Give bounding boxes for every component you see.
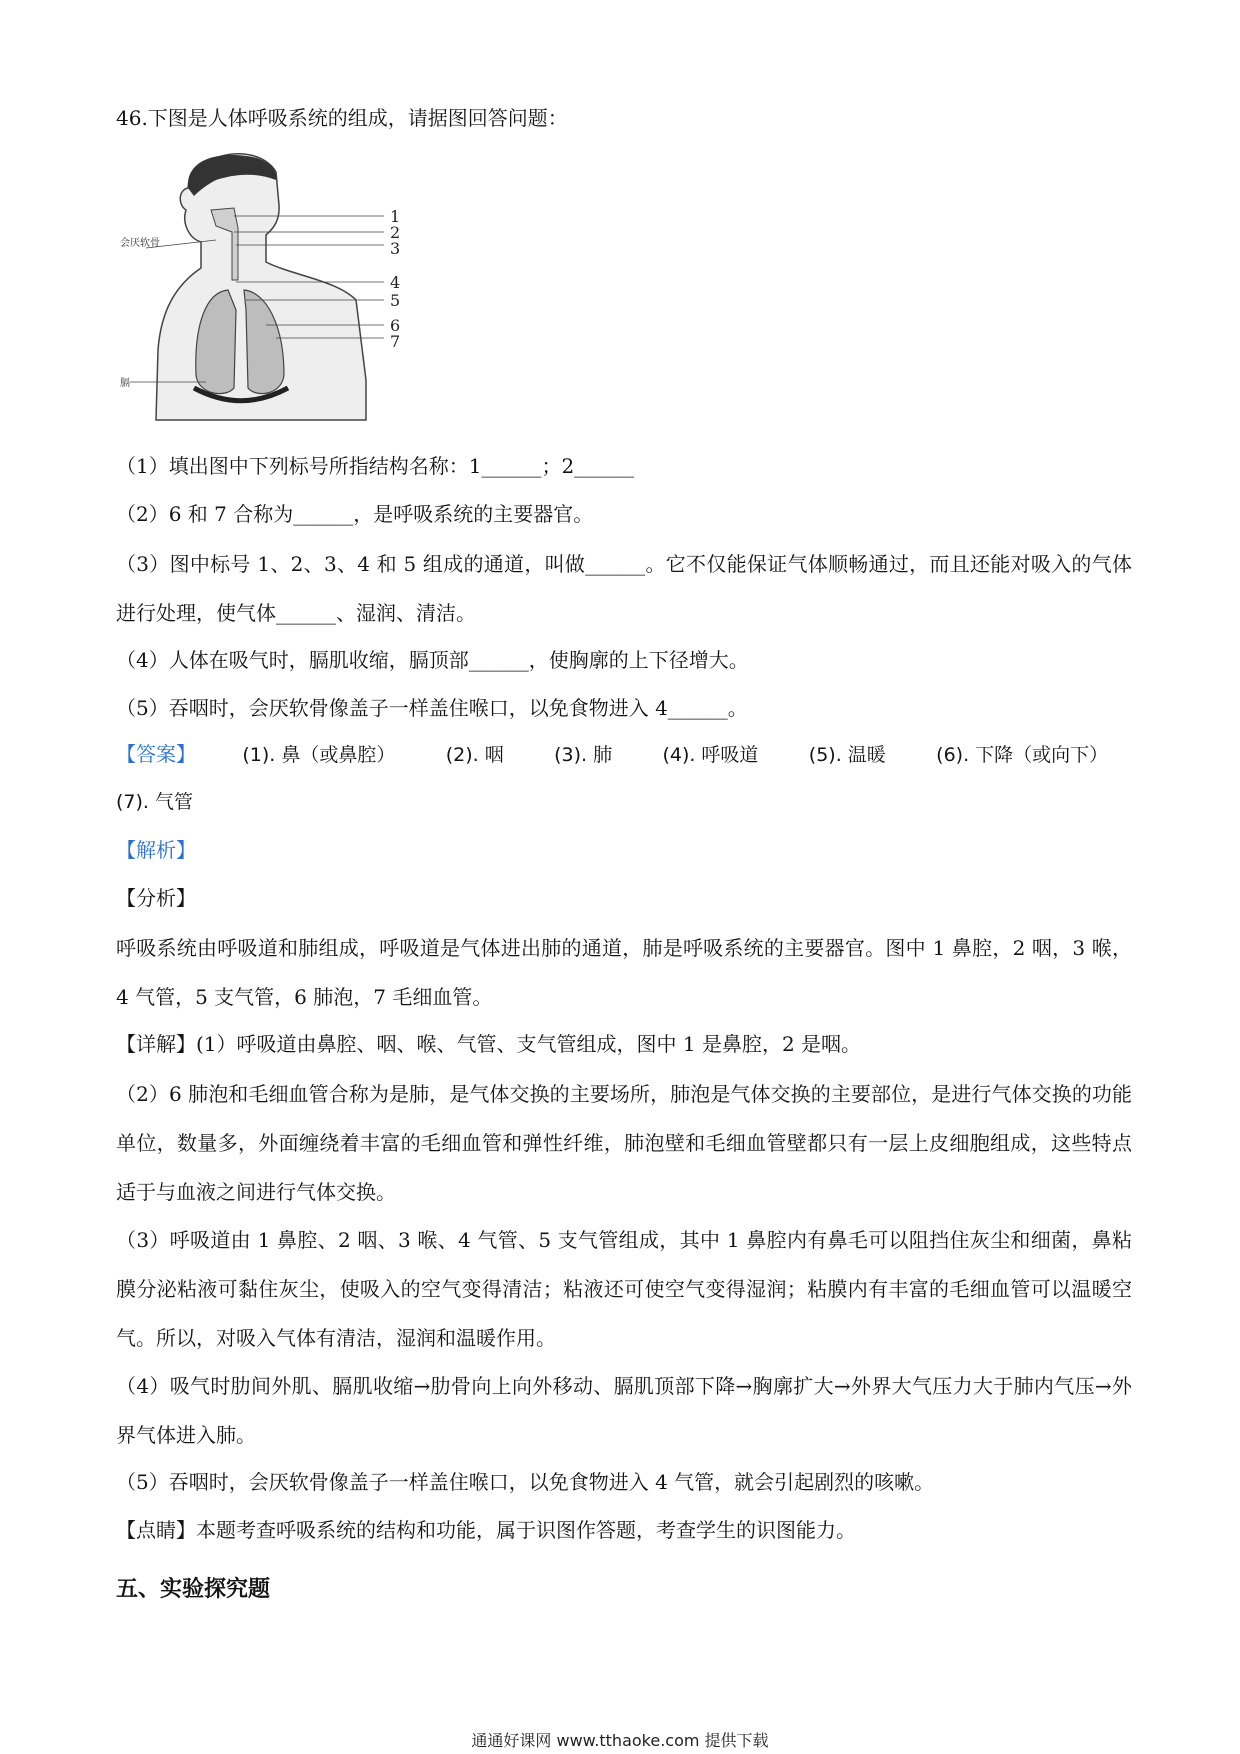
figure-label-2: 2 (390, 223, 401, 242)
answer-item: (5). 温暖 (808, 744, 886, 766)
analysis-sub-label: 【分析】 (116, 886, 196, 910)
question-sub1: （1）填出图中下列标号所指结构名称：1______；2______ (116, 454, 635, 478)
figure-label-diaphragm: 膈 (120, 378, 130, 389)
question-sub4: （4）人体在吸气时，膈肌收缩，膈顶部______，使胸廓的上下径增大。 (116, 648, 749, 672)
detail-1: 【详解】(1）呼吸道由鼻腔、咽、喉、气管、支气管组成，图中 1 是鼻腔，2 是咽。 (116, 1032, 862, 1056)
question-sub5: （5）吞咽时，会厌软骨像盖子一样盖住喉口，以免食物进入 4______。 (116, 696, 748, 720)
figure-label-epiglottis: 会厌软骨 (120, 238, 160, 249)
figure-label-3: 3 (390, 239, 401, 258)
answer-block (116, 740, 1136, 769)
question-sub2: （2）6 和 7 合称为______，是呼吸系统的主要器官。 (116, 502, 594, 526)
question-title: 46.下图是人体呼吸系统的组成，请据图回答问题： (116, 106, 568, 130)
footer: 通通好课网 www.tthaoke.com 提供下载 (471, 1731, 769, 1750)
figure-label-7: 7 (390, 332, 401, 351)
comment: 【点睛】本题考查呼吸系统的结构和功能，属于识图作答题，考查学生的识图能力。 (116, 1518, 856, 1542)
detail-2: （2）6 肺泡和毛细血管合称为是肺，是气体交换的主要场所，肺泡是气体交换的主要部位，是进行气体交换的功能单位，数量多，外面缠绕着丰富的毛细血管和弹性纤维，肺泡壁和毛细血管壁都只有一层上皮细胞组成，这些特点适于与血液之间进行气体交换。 (116, 1082, 1132, 1204)
respiratory-system-figure (116, 150, 416, 425)
question-sub3: （3）图中标号 1、2、3、4 和 5 组成的通道，叫做______。它不仅能保证气体顺畅通过，而且还能对吸入的气体进行处理，使气体______、湿润、清洁。 (116, 552, 1132, 625)
figure-label-5: 5 (390, 291, 401, 310)
detail-5: （5）吞咽时，会厌软骨像盖子一样盖住喉口，以免食物进入 4 气管，就会引起剧烈的咳嗽。 (116, 1470, 935, 1494)
answer-item: (4). 呼吸道 (662, 744, 759, 766)
analysis-text: 呼吸系统由呼吸道和肺组成，呼吸道是气体进出肺的通道，肺是呼吸系统的主要器官。图中 1 鼻腔，2 咽，3 喉，4 气管，5 支气管，6 肺泡，7 毛细血管。 (116, 936, 1132, 1009)
answer-item: (2). 咽 (445, 744, 504, 766)
answer-item: (6). 下降（或向下） (936, 744, 1109, 766)
detail-3: （3）呼吸道由 1 鼻腔、2 咽、3 喉、4 气管、5 支气管组成，其中 1 鼻腔内有鼻毛可以阻挡住灰尘和细菌，鼻粘膜分泌粘液可黏住灰尘，使吸入的空气变得清洁；粘液还可使空气变得湿润；粘膜内有丰富的毛细血管可以温暖空气。所以，对吸入气体有清洁，湿润和温暖作用。 (116, 1228, 1132, 1350)
figure-label-1: 1 (390, 207, 401, 226)
answer-label: 【答案】 (116, 742, 196, 766)
answer-item-7: (7). 气管 (116, 791, 193, 813)
detail-4: （4）吸气时肋间外肌、膈肌收缩→肋骨向上向外移动、膈肌顶部下降→胸廓扩大→外界大气压力大于肺内气压→外界气体进入肺。 (116, 1374, 1132, 1447)
answer-item: (3). 肺 (554, 744, 613, 766)
figure-label-4: 4 (390, 273, 401, 292)
analysis-label: 【解析】 (116, 838, 196, 862)
answer-item: (1). 鼻（或鼻腔） (242, 744, 396, 766)
section-heading: 五、实验探究题 (116, 1577, 271, 1602)
figure-label-6: 6 (390, 316, 401, 335)
